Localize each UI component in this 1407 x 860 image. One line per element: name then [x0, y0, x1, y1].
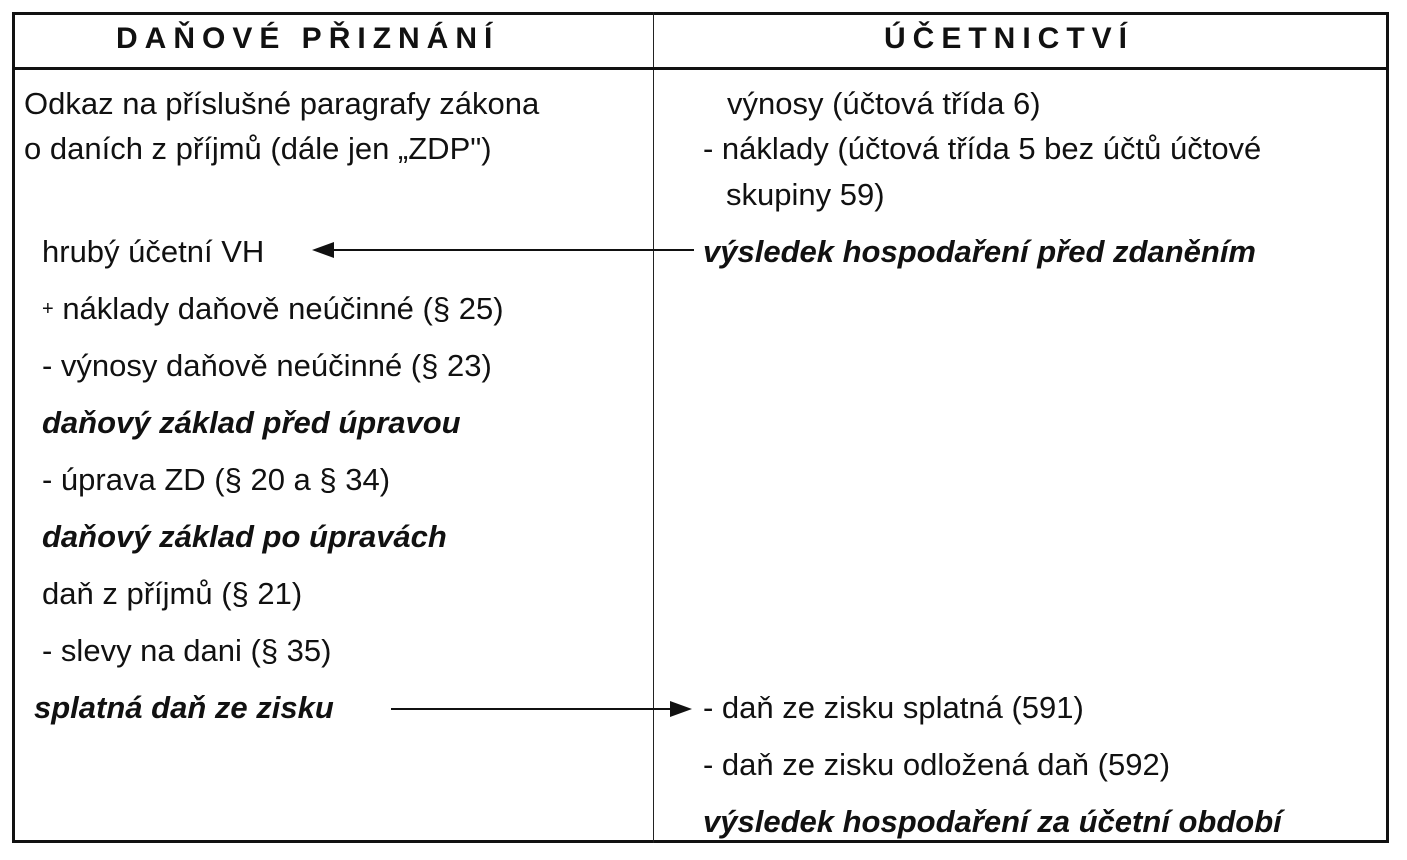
- arrow-vh-to-hruby: [312, 242, 694, 258]
- header-ucetnictvi: ÚČETNICTVÍ: [884, 22, 1134, 55]
- arrow-splatna-to-591: [391, 701, 692, 717]
- intro-line-2: o daních z příjmů (dále jen „ZDP"): [24, 131, 492, 166]
- header-dane: DAŇOVÉ PŘIZNÁNÍ: [116, 22, 500, 55]
- slevy-na-dani: - slevy na dani (§ 35): [42, 633, 332, 668]
- naklady-trida-5-line2: skupiny 59): [726, 177, 885, 212]
- plus-sign: +: [42, 298, 54, 320]
- hruby-vh: hrubý účetní VH: [42, 234, 265, 269]
- dan-z-prijmu: daň z příjmů (§ 21): [42, 576, 303, 611]
- naklady-trida-5-line1: - náklady (účtová třída 5 bez účtů účtové: [703, 131, 1262, 166]
- zaklad-pred-upravou: daňový základ před úpravou: [42, 405, 461, 440]
- intro-line-1: Odkaz na příslušné paragrafy zákona: [24, 86, 540, 121]
- vynosy-neucinne: - výnosy daňově neúčinné (§ 23): [42, 348, 492, 383]
- dan-splatna-591: - daň ze zisku splatná (591): [703, 690, 1084, 725]
- vh-pred-zdanenim: výsledek hospodaření před zdaněním: [703, 234, 1256, 269]
- vh-za-obdobi: výsledek hospodaření za účetní období: [703, 804, 1282, 839]
- naklady-neucinne-text: náklady daňově neúčinné (§ 25): [62, 291, 504, 326]
- vynosy-trida-6: výnosy (účtová třída 6): [727, 86, 1041, 121]
- splatna-dan: splatná daň ze zisku: [34, 690, 334, 725]
- dan-odlozena-592: - daň ze zisku odložená daň (592): [703, 747, 1171, 782]
- zaklad-po-upravach: daňový základ po úpravách: [42, 519, 447, 554]
- uprava-zd: - úprava ZD (§ 20 a § 34): [42, 462, 391, 497]
